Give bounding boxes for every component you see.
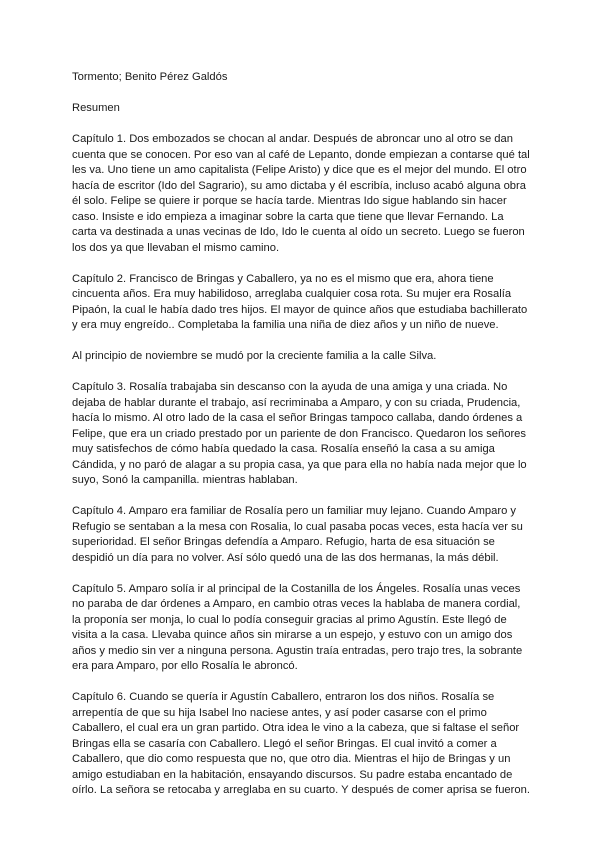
- document-subtitle: Resumen: [72, 102, 120, 114]
- paragraph-chapter-4: Capítulo 4. Amparo era familiar de Rosalía pero un familiar muy lejano. Cuando Amparo y Refugio se sentaban a la mesa con Rosalia, lo cual pasaba pocas veces, esta hacía ver su superioridad. El señor Bringas defendía a Amparo. Refugio, harta de esa situación se despidió un día para no volver. Así sólo quedó una de las dos hermanas, la más débil.: [72, 505, 523, 564]
- paragraph-moving-note: Al principio de noviembre se mudó por la creciente familia a la calle Silva.: [72, 350, 437, 362]
- paragraph-chapter-1: Capítulo 1. Dos embozados se chocan al andar. Después de abroncar uno al otro se dan cuenta que se conocen. Por eso van al café de Lepanto, donde empiezan a contarse qué tal les va. Uno tiene un amo capitalista (Felipe Aristo) y dice que es el mejor del mundo. El otro hacía de escritor (Ido del Sagrario), su amo dictaba y él escribía, incluso acabó alguna obra él solo. Felipe se quiere ir porque se hacía tarde. Mientras Ido sigue hablando sin hacer caso. Insiste e ido empieza a imaginar sobre la carta que tiene que llevar Fernando. La carta va destinada a unas vecinas de Ido, Ido le cuenta al oído un secreto. Luego se fueron los dos ya que llevaban el mismo camino.: [72, 133, 530, 254]
- paragraph-chapter-3: Capítulo 3. Rosalía trabajaba sin descanso con la ayuda de una amiga y una criada. No dejaba de hablar durante el trabajo, así recriminaba a Amparo, y con su criada, Prudencia, hacía lo mismo. Al otro lado de la casa el señor Bringas tampoco callaba, dando órdenes a Felipe, que era un criado prestado por un pariente de don Francisco. Quedaron los señores muy satisfechos de cómo había quedado la casa. Rosalía enseñó la casa a su amiga Cándida, y no paró de alagar a su propia casa, ya que para ella no había nada mejor que lo suyo, Sonó la campanilla. mientras hablaban.: [72, 381, 527, 486]
- document-page: [72, 70, 530, 814]
- paragraph-chapter-6: Capítulo 6. Cuando se quería ir Agustín Caballero, entraron los dos niños. Rosalía se arrepentía de que su hija Isabel lno naciese antes, y así poder casarse con el primo Caballero, el cual era un gran partido. Otra idea le vino a la cabeza, que si faltase el señor Bringas ella se casaría con Caballero. Llegó el señor Bringas. El cual invitó a comer a Caballero, que dio como respuesta que no, que otro dia. Mientras el hijo de Bringas y un amigo estudiaban en la habitación, ensayando discursos. Su padre estaba encantado de oírlo. La señora se retocaba y arreglaba en su cuarto. Y después de comer aprisa se fueron.: [72, 691, 530, 796]
- document-title: Tormento; Benito Pérez Galdós: [72, 71, 228, 83]
- paragraph-chapter-2: Capítulo 2. Francisco de Bringas y Caballero, ya no es el mismo que era, ahora tiene cincuenta años. Era muy habilidoso, arreglaba cualquier cosa rota. Su mujer era Rosalía Pipaón, la cual le había dado tres hijos. El mayor de quince años que estudiaba bachillerato y era muy engreído.. Completaba la familia una niña de diez años y un niño de nueve.: [72, 272, 528, 331]
- paragraph-chapter-5: Capítulo 5. Amparo solía ir al principal de la Costanilla de los Ángeles. Rosalía unas veces no paraba de dar órdenes a Amparo, en cambio otras veces la hablaba de manera cordial, la proponía ser monja, lo cual lo podía conseguir gracias al primo Agustín. Este llegó de visita a la casa. Llevaba quince años sin mirarse a un espejo, y estuvo con un amigo dos años y medio sin ver a ninguna persona. Agustin traía entradas, pero trajo tres, la sobrante era para Amparo, por ello Rosalía le abroncó.: [72, 582, 523, 672]
